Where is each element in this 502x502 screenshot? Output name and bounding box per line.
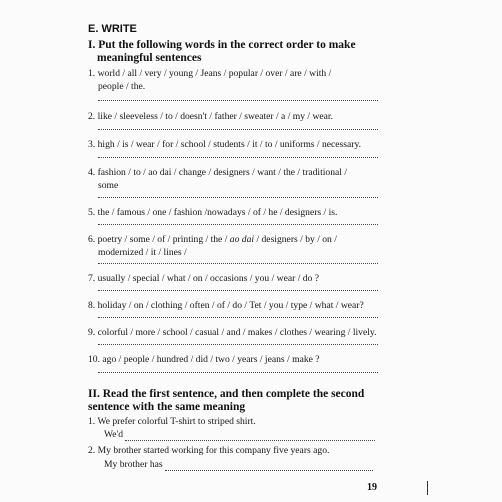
answer-line-10[interactable] [98, 372, 378, 373]
item-text: holiday / on / clothing / often / of / do / Tet / you / type / what / wear? [97, 300, 364, 311]
rewrite-item-2 [88, 444, 329, 457]
rewrite-item-1 [88, 415, 256, 428]
part2-heading-line2: sentence with the same meaning [88, 401, 246, 413]
item-number: 5. [88, 207, 96, 218]
answer-line-3[interactable] [98, 157, 378, 158]
rewrite-answer-1 [104, 428, 375, 441]
answer-line-6[interactable] [98, 263, 378, 264]
item-text: My brother started working for this company five years ago. [97, 445, 330, 456]
exercise-item-5 [88, 206, 337, 219]
exercise-item-7 [88, 272, 319, 285]
item-number: 6. [88, 234, 96, 245]
item-text: colorful / more / school / casual / and / makes / clothes / wearing / lively. [97, 327, 377, 338]
exercise-item-8 [88, 299, 364, 312]
item-text: like / sleeveless / to / doesn't / father / sweater / a / my / wear. [97, 111, 333, 122]
item-text: / designers / by / on / [254, 234, 337, 245]
page-number: 19 [367, 482, 377, 493]
answer-line-9[interactable] [98, 344, 378, 345]
item-text: poetry / some / of / printing / the / [97, 234, 230, 245]
exercise-item-4 [88, 166, 347, 179]
answer-line-4[interactable] [98, 197, 378, 198]
item-text: usually / special / what / on / occasions / you / wear / do ? [97, 273, 320, 284]
item-number: 3. [88, 139, 96, 150]
item-number: 1. [88, 68, 96, 79]
item-text: world / all / very / young / Jeans / popular / over / are / with / [97, 68, 332, 79]
answer-line-r1[interactable] [125, 431, 375, 441]
exercise-item-2 [88, 110, 333, 123]
answer-line-5[interactable] [98, 224, 378, 225]
answer-line-7[interactable] [98, 290, 378, 291]
item-number: 8. [88, 300, 96, 311]
exercise-item-6-line2: modernized / it / lines / [98, 247, 187, 258]
exercise-item-10 [88, 353, 320, 366]
item-number: 9. [88, 327, 96, 338]
exercise-item-1 [88, 67, 331, 80]
exercise-item-4-line2: some [98, 180, 119, 191]
item-number: 2. [88, 111, 96, 122]
item-number: 4. [88, 167, 96, 178]
answer-line-8[interactable] [98, 317, 378, 318]
exercise-item-3 [88, 138, 361, 151]
answer-starter: My brother has [104, 459, 163, 470]
exercise-item-6 [88, 233, 337, 246]
item-text: ago / people / hundred / did / two / years / jeans / make ? [102, 354, 320, 365]
item-number: 1. [88, 416, 96, 427]
page-edge-line [427, 481, 428, 495]
answer-line-2[interactable] [98, 129, 378, 130]
item-number: 7. [88, 273, 96, 284]
item-text: We prefer colorful T-shirt to striped shirt. [97, 416, 256, 427]
part1-heading-line2: meaningful sentences [97, 52, 202, 64]
item-number: 10. [88, 354, 100, 365]
item-text: high / is / wear / for / school / students / it / to / uniforms / necessary. [97, 139, 362, 150]
section-title: E. WRITE [88, 23, 137, 35]
answer-line-1[interactable] [98, 100, 378, 101]
item-text-italic: ao dai [229, 234, 255, 245]
item-number: 2. [88, 445, 96, 456]
answer-line-r2[interactable] [165, 461, 373, 471]
exercise-item-1-line2: people / the. [98, 81, 146, 92]
rewrite-answer-2 [104, 458, 373, 471]
exercise-item-9 [88, 326, 376, 339]
part1-heading-line1: I. Put the following words in the correct order to make [88, 39, 356, 51]
part2-heading-line1: II. Read the first sentence, and then complete the second [88, 388, 365, 400]
item-text: fashion / to / ao dai / change / designers / want / the / traditional / [97, 167, 347, 178]
item-text: the / famous / one / fashion /nowadays / of / he / designers / is. [97, 207, 338, 218]
answer-starter: We'd [104, 429, 124, 440]
